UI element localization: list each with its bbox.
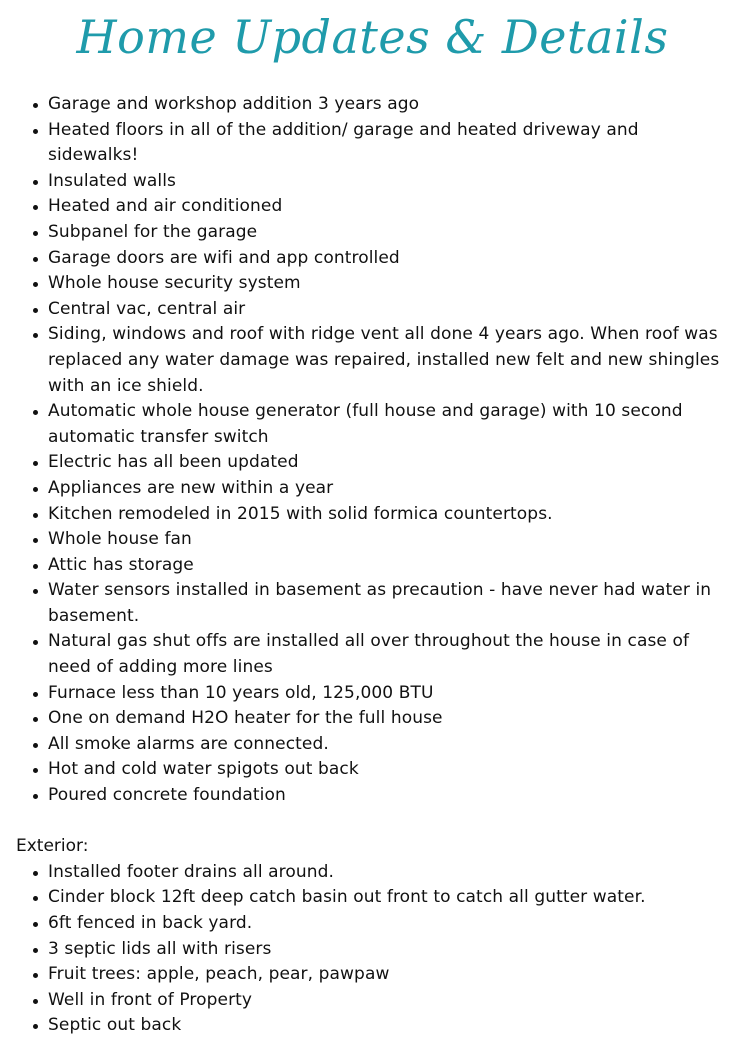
- list-item: All smoke alarms are connected.: [0, 732, 745, 758]
- list-item: Kitchen remodeled in 2015 with solid formica countertops.: [0, 502, 745, 528]
- list-item: Installed footer drains all around.: [0, 860, 745, 886]
- page-title: Home Updates & Details: [76, 10, 669, 64]
- list-item: Natural gas shut offs are installed all over throughout the house in case of need of adding more lines: [0, 629, 745, 680]
- list-item: Hot and cold water spigots out back: [0, 757, 745, 783]
- list-item: Furnace less than 10 years old, 125,000 BTU: [0, 681, 745, 707]
- list-item: Garage and workshop addition 3 years ago: [0, 92, 745, 118]
- list-item: Appliances are new within a year: [0, 476, 745, 502]
- list-item: Septic out back: [0, 1013, 745, 1039]
- list-item: One on demand H2O heater for the full house: [0, 706, 745, 732]
- list-item: Siding, windows and roof with ridge vent all done 4 years ago. When roof was replaced any water damage was repaired, installed new felt and new shingles with an ice shield.: [0, 322, 745, 399]
- list-item: Cinder block 12ft deep catch basin out front to catch all gutter water.: [0, 885, 745, 911]
- list-item: Garage doors are wifi and app controlled: [0, 246, 745, 272]
- list-item: Water sensors installed in basement as precaution - have never had water in basement.: [0, 578, 745, 629]
- list-item: Electric has all been updated: [0, 450, 745, 476]
- list-item: 6ft fenced in back yard.: [0, 911, 745, 937]
- list-item: Heated and air conditioned: [0, 194, 745, 220]
- section-spacer: [0, 809, 745, 835]
- exterior-heading: Exterior:: [16, 836, 89, 857]
- list-item: Poured concrete foundation: [0, 783, 745, 809]
- list-item: Well in front of Property: [0, 988, 745, 1014]
- list-item: Fruit trees: apple, peach, pear, pawpaw: [0, 962, 745, 988]
- list-item: Whole house security system: [0, 271, 745, 297]
- list-item: 3 septic lids all with risers: [0, 937, 745, 963]
- list-item: Attic has storage: [0, 553, 745, 579]
- list-item: Automatic whole house generator (full house and garage) with 10 second automatic transfer switch: [0, 399, 745, 450]
- list-item: Heated floors in all of the addition/ garage and heated driveway and sidewalks!: [0, 118, 745, 169]
- updates-list: [0, 92, 745, 809]
- document-body: [0, 92, 745, 1039]
- list-item: Subpanel for the garage: [0, 220, 745, 246]
- list-item: Central vac, central air: [0, 297, 745, 323]
- exterior-list: [0, 860, 745, 1039]
- list-item: Whole house fan: [0, 527, 745, 553]
- list-item: Insulated walls: [0, 169, 745, 195]
